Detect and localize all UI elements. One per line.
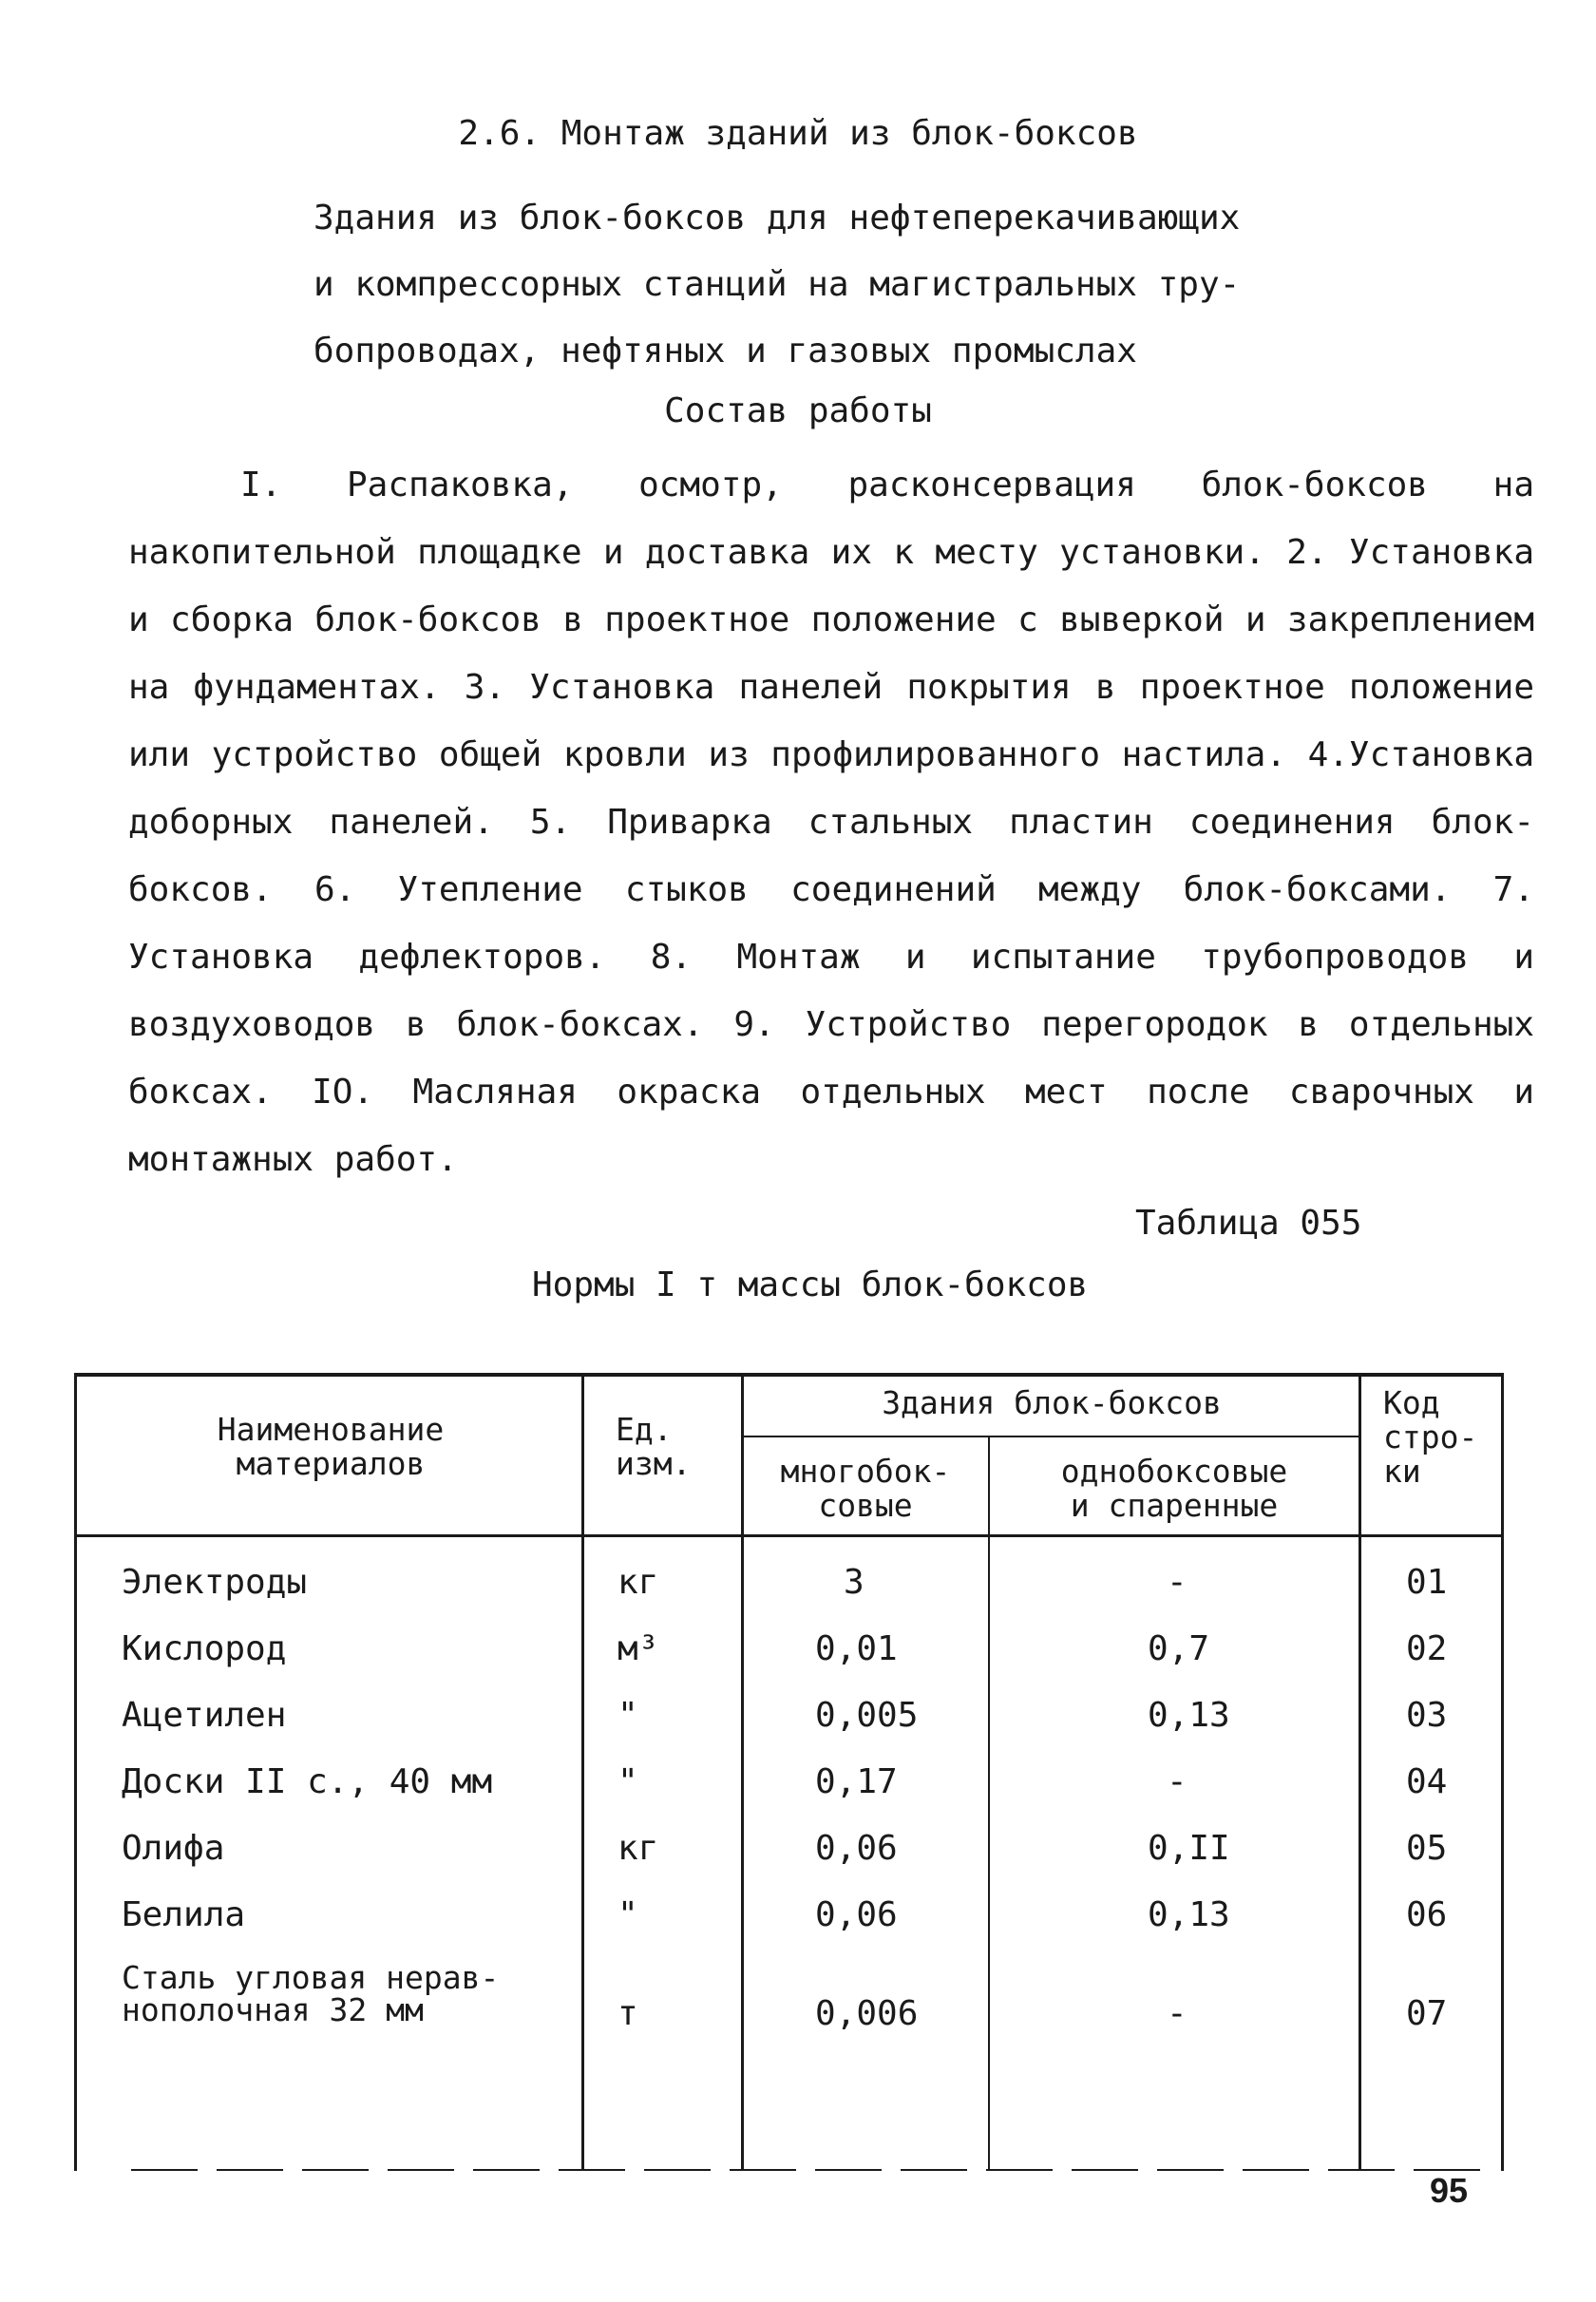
header-name-line1: Наименование <box>217 1411 445 1448</box>
subtitle-line-1: Здания из блок-боксов для нефтеперекачивающих <box>314 199 1241 238</box>
row-6-unit: " <box>618 1895 638 1934</box>
row-1-multi: 3 <box>844 1563 864 1602</box>
row-2-multi: 0,01 <box>815 1629 898 1668</box>
row-7-multi: 0,006 <box>815 1994 919 2033</box>
row-1-name: Электроды <box>122 1563 308 1602</box>
header-bottom-border <box>74 1534 1504 1537</box>
col-divider-single-code <box>1358 1373 1361 2171</box>
row-7-unit: т <box>618 1994 638 2033</box>
col-divider-multi-single <box>988 1436 990 2171</box>
header-unit <box>616 1413 691 1481</box>
work-composition-text: I. Распаковка, осмотр, расконсервация блок-боксов на накопительной площадке и доставка их к месту установки. 2. Установка и сборка блок-боксов в проектное положение с выверкой и закреплением на фундаментах. 3. Установка панелей покрытия в проектное положение или устройство общей кровли из профилированного настила. 4.Установка доборных панелей. 5. Приварка стальных пластин соединения блок-боксов. 6. Утепление стыков соединений между блок-боксами. 7. Установка дефлекторов. 8. Монтаж и испытание трубопроводов и воздуховодов в блок-боксах. 9. Устройство перегородок в отдельных боксах. IO. Масляная окраска отдельных мест после сварочных и монтажных работ. <box>128 466 1534 1179</box>
row-4-code: 04 <box>1406 1762 1448 1801</box>
row-4-multi: 0,17 <box>815 1762 898 1801</box>
header-name-line2: материалов <box>236 1445 426 1482</box>
group-header-divider <box>743 1436 1360 1437</box>
row-7-name-line1: Сталь угловая нерав- <box>122 1959 500 1996</box>
table-top-border <box>74 1373 1504 1377</box>
subtitle-line-2: и компрессорных станций на магистральных тру- <box>314 265 1241 304</box>
row-4-unit: " <box>618 1762 638 1801</box>
row-2-code: 02 <box>1406 1629 1448 1668</box>
table-bottom-border <box>131 2169 1499 2171</box>
row-2-single: 0,7 <box>1148 1629 1210 1668</box>
row-1-single: - <box>1167 1563 1188 1602</box>
header-group: Здания блок-боксов <box>882 1384 1222 1421</box>
row-7-code: 07 <box>1406 1994 1448 2033</box>
row-1-code: 01 <box>1406 1563 1448 1602</box>
row-4-name: Доски II с., 40 мм <box>122 1762 493 1801</box>
header-multi <box>743 1455 988 1523</box>
row-7-single: - <box>1167 1994 1188 2033</box>
header-code-line2: стро- <box>1383 1418 1478 1455</box>
row-5-multi: 0,06 <box>815 1829 898 1868</box>
header-unit-line1: Ед. <box>616 1411 673 1448</box>
col-divider-name-unit <box>581 1373 584 2171</box>
row-5-unit: кг <box>618 1829 659 1868</box>
header-multi-line1: многобок- <box>780 1453 951 1490</box>
row-6-single: 0,13 <box>1148 1895 1230 1934</box>
page-number: 95 <box>1430 2171 1469 2210</box>
row-3-code: 03 <box>1406 1696 1448 1735</box>
header-name <box>112 1413 549 1481</box>
table-caption: Нормы I т массы блок-боксов <box>532 1265 1089 1304</box>
row-5-code: 05 <box>1406 1829 1448 1868</box>
section-heading: 2.6. Монтаж зданий из блок-боксов <box>458 114 1138 153</box>
norms-table <box>74 1373 1504 2171</box>
row-3-unit: " <box>618 1696 638 1735</box>
row-3-name: Ацетилен <box>122 1696 287 1735</box>
header-single <box>990 1455 1358 1523</box>
section-subtitle <box>314 185 1358 385</box>
row-1-unit: кг <box>618 1563 659 1602</box>
header-multi-line2: совые <box>818 1487 913 1524</box>
row-6-multi: 0,06 <box>815 1895 898 1934</box>
header-single-line1: однобоксовые <box>1060 1453 1288 1490</box>
header-unit-line2: изм. <box>616 1445 692 1482</box>
subtitle-line-3: бопроводах, нефтяных и газовых промыслах <box>314 332 1137 371</box>
row-5-single: 0,II <box>1148 1829 1230 1868</box>
row-6-code: 06 <box>1406 1895 1448 1934</box>
row-3-multi: 0,005 <box>815 1696 919 1735</box>
row-5-name: Олифа <box>122 1829 225 1868</box>
header-code-line1: Код <box>1383 1384 1440 1421</box>
row-7-name-line2: нополочная 32 мм <box>122 1991 424 2028</box>
row-3-single: 0,13 <box>1148 1696 1230 1735</box>
table-label: Таблица 055 <box>1135 1204 1362 1243</box>
table-right-border <box>1501 1373 1504 2171</box>
row-4-single: - <box>1167 1762 1188 1801</box>
table-left-border <box>74 1373 77 2171</box>
header-code-line3: ки <box>1383 1453 1421 1490</box>
row-6-name: Белила <box>122 1895 246 1934</box>
header-code <box>1383 1386 1477 1489</box>
row-2-name: Кислород <box>122 1629 287 1668</box>
row-2-unit: м³ <box>618 1629 659 1668</box>
header-single-line2: и спаренные <box>1070 1487 1279 1524</box>
row-7-name <box>122 1959 500 2028</box>
work-heading: Состав работы <box>664 391 932 430</box>
